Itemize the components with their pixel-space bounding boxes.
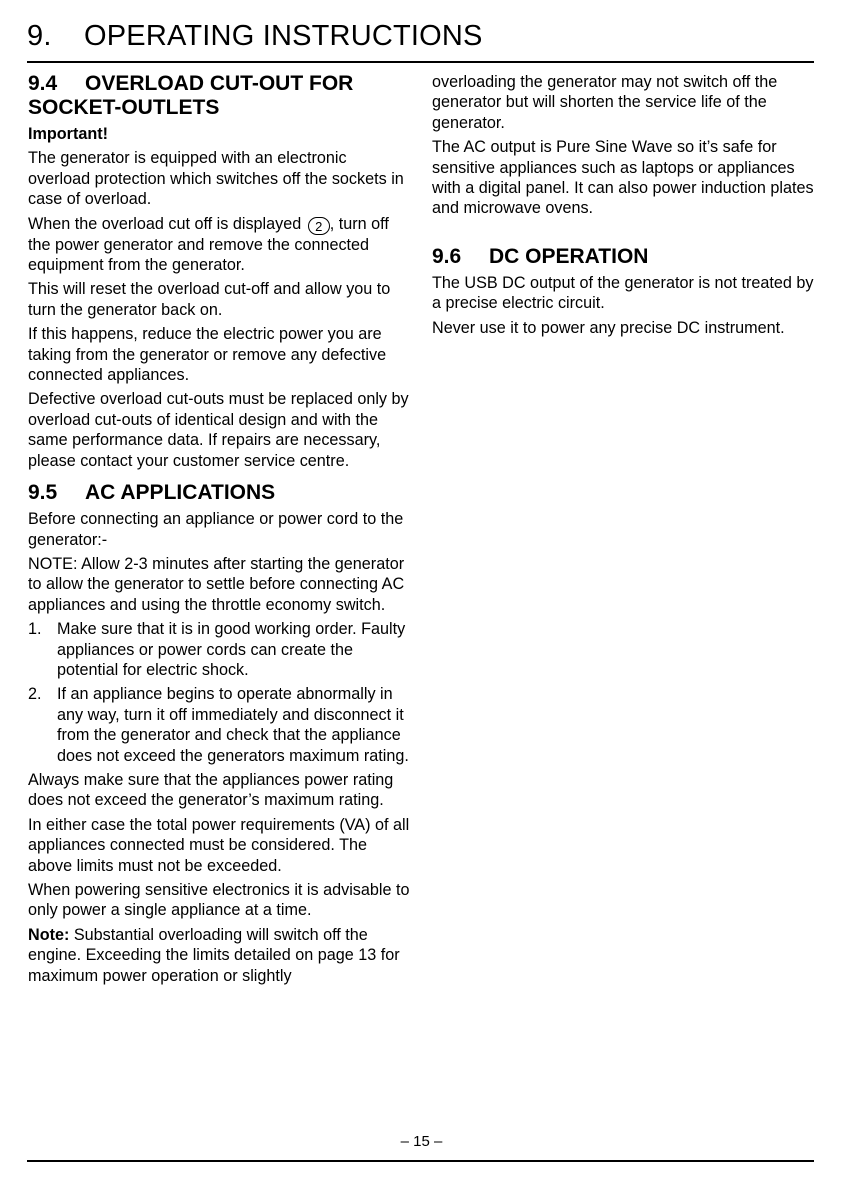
section-number: 9.6 (432, 244, 462, 268)
section-9-5-heading (28, 481, 412, 505)
paragraph: The USB DC output of the generator is not treated by a precise electric circuit. (432, 273, 814, 313)
paragraph: The generator is equipped with an electronic overload protection which switches off the sockets in case of overload. (28, 149, 404, 209)
note-paragraph (28, 925, 412, 986)
page-header (27, 20, 483, 53)
paragraph: When powering sensitive electronics it is advisable to only power a single appliance at a time. (28, 881, 410, 920)
section-title-line1: OVERLOAD CUT-OUT FOR (85, 72, 354, 95)
circled-number-marker: 2 (308, 217, 330, 235)
section-number: 9.4 (28, 72, 58, 95)
section-title: AC APPLICATIONS (85, 481, 276, 505)
footer-rule (27, 1160, 814, 1162)
list-item (28, 619, 412, 680)
section-title: DC OPERATION (489, 244, 649, 268)
paragraph: The AC output is Pure Sine Wave so it’s safe for sensitive appliances such as laptops or appliances with a digital panel. It can also power induction plates and microwave ovens. (432, 138, 814, 218)
paragraph: This will reset the overload cut-off and allow you to turn the generator back on. (28, 280, 391, 319)
paragraph: Before connecting an appliance or power cord to the generator:- (28, 510, 404, 549)
paragraph: NOTE: Allow 2-3 minutes after starting the generator to allow the generator to settle before connecting AC appliances and using the throttle economy switch. (28, 554, 405, 614)
list-text: Make sure that it is in good working order. Faulty appliances or power cords can create the potential for electric shock. (57, 620, 406, 679)
list-number: 1. (28, 620, 42, 639)
section-9-4-heading (28, 72, 412, 120)
list-text: If an appliance begins to operate abnormally in any way, turn it off immediately and disconnect it from the generator and check that the appliance does not exceed the generators maximum rating. (57, 685, 409, 765)
header-rule (27, 61, 814, 63)
continued-paragraph: overloading the generator may not switch off the generator but will shorten the service life of the generator. (432, 73, 778, 132)
list-item (28, 684, 412, 766)
right-column (432, 72, 817, 342)
chapter-number: 9. (27, 20, 52, 52)
paragraph-text: When the overload cut off is displayed (28, 214, 302, 233)
paragraph-text: , turn off the power generator and remove the connected equipment from the generator. (28, 214, 389, 275)
left-column (28, 72, 412, 990)
paragraph: Always make sure that the appliances power rating does not exceed the generator’s maximum rating. (28, 770, 394, 810)
paragraph: Defective overload cut-outs must be replaced only by overload cut-outs of identical design and with the same performance data. If repairs are necessary, please contact your customer service centre. (28, 390, 409, 470)
note-label: Note: (28, 925, 70, 944)
chapter-title: OPERATING INSTRUCTIONS (84, 20, 483, 52)
list-number: 2. (28, 685, 42, 704)
page-number: – 15 – (400, 1133, 443, 1150)
paragraph (28, 214, 412, 276)
section-title-line2: SOCKET-OUTLETS (28, 96, 220, 119)
note-text: Substantial overloading will switch off the engine. Exceeding the limits detailed on page 13 for maximum power operation or slightly (28, 925, 400, 985)
important-label: Important! (28, 125, 109, 143)
paragraph: In either case the total power requirements (VA) of all appliances connected must be considered. The above limits must not be exceeded. (28, 815, 410, 875)
paragraph: If this happens, reduce the electric power you are taking from the generator or remove any defective connected appliances. (28, 325, 387, 385)
section-number: 9.5 (28, 481, 58, 505)
section-9-6-heading (432, 245, 817, 269)
numbered-list (28, 619, 412, 766)
paragraph: Never use it to power any precise DC instrument. (432, 318, 785, 337)
